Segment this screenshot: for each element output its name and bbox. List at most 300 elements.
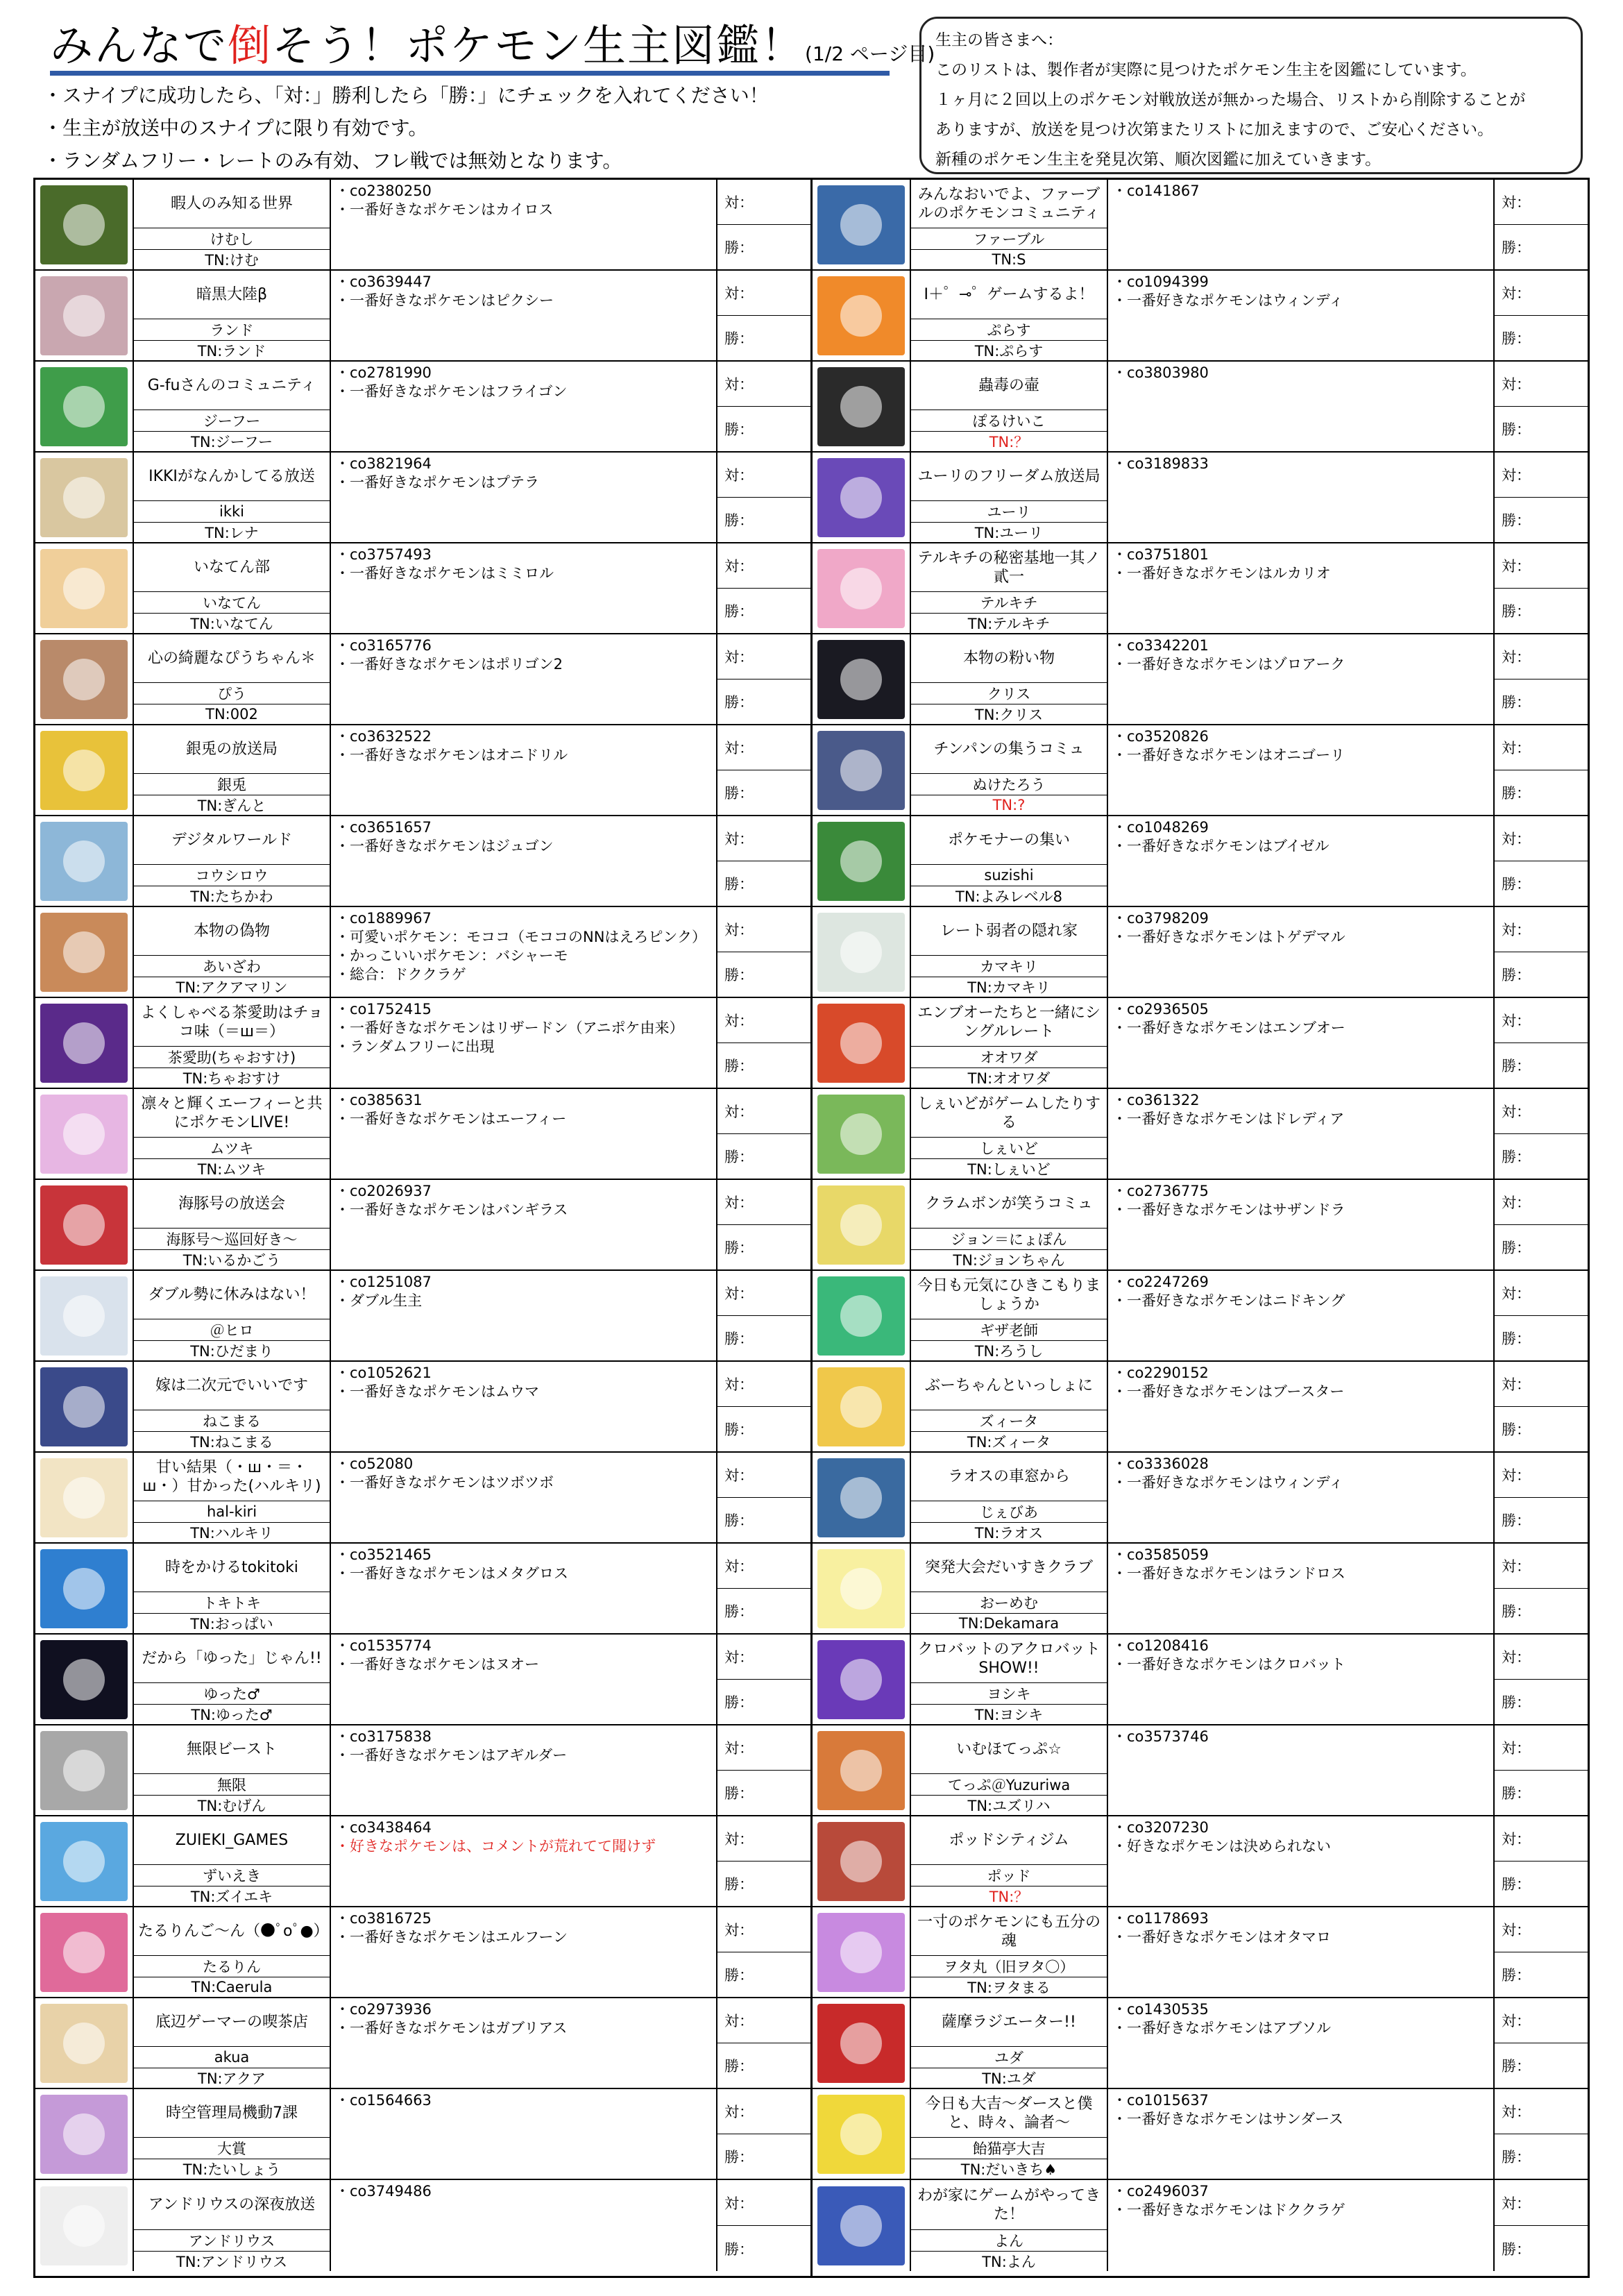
win-checkbox[interactable]: 勝：: [717, 770, 810, 815]
vs-checkbox[interactable]: 対：: [724, 376, 754, 393]
vs-checkbox[interactable]: 対：: [1502, 467, 1531, 484]
page-number-label: (1/2 ページ目): [805, 42, 935, 65]
info-line: ・一番好きなポケモンはウィンディ: [1112, 1474, 1344, 1491]
info-line: ・co2380250: [335, 183, 432, 199]
trainer-name: TN:けむ: [205, 252, 259, 269]
info-cell: [1108, 1998, 1495, 2088]
vs-checkbox[interactable]: 対：: [1502, 1013, 1531, 1029]
info-line: ・一番好きなポケモンはルカリオ: [1112, 565, 1331, 582]
table-row: [35, 1362, 810, 1453]
vs-checkbox[interactable]: 対：: [1502, 649, 1531, 666]
vs-checkbox[interactable]: 対：: [1502, 2013, 1531, 2029]
vs-checkbox[interactable]: 対：: [1502, 1740, 1531, 1757]
info-line: ・co3207230: [1112, 1819, 1209, 1836]
win-checkbox[interactable]: 勝：: [1495, 2134, 1588, 2179]
vs-checkbox[interactable]: 対：: [1502, 1285, 1531, 1302]
avatar-cell: [35, 634, 134, 724]
info-cell: [331, 1907, 717, 1997]
win-checkbox[interactable]: 勝：: [1495, 952, 1588, 997]
table-column-right: [810, 180, 1588, 2276]
table-row: [35, 1453, 810, 1544]
info-line: ・一番好きなポケモンはフライゴン: [335, 383, 568, 400]
check-cell: [1495, 2089, 1588, 2179]
check-cell: [1495, 2180, 1588, 2271]
avatar-cell: [35, 2089, 134, 2179]
info-cell: [331, 1089, 717, 1179]
name-cell: [134, 1635, 331, 1724]
vs-checkbox[interactable]: 対：: [724, 558, 754, 575]
trainer-name: TN:ヨシキ: [974, 1707, 1044, 1723]
avatar-cell: [35, 1725, 134, 1815]
community-name: ラオスの車窓から: [911, 1453, 1107, 1501]
vs-checkbox[interactable]: 対：: [724, 2195, 754, 2212]
check-cell: [717, 1362, 810, 1451]
vs-checkbox[interactable]: 対：: [1502, 376, 1531, 393]
vs-checkbox[interactable]: 対：: [724, 1104, 754, 1120]
vs-checkbox[interactable]: 対：: [724, 1467, 754, 1484]
table-row: [813, 634, 1588, 725]
win-checkbox[interactable]: 勝：: [717, 2134, 810, 2179]
trainer-name: TN:S: [992, 251, 1026, 268]
win-checkbox[interactable]: 勝：: [1495, 2225, 1588, 2271]
table-row: [813, 1998, 1588, 2089]
win-checkbox[interactable]: 勝：: [1495, 1315, 1588, 1360]
avatar-icon: [40, 1731, 128, 1810]
info-line: ・co3816725: [335, 1910, 432, 1927]
win-checkbox[interactable]: 勝：: [1495, 770, 1588, 815]
trainer-name: TN:ジョンちゃん: [953, 1252, 1065, 1269]
table-row: [813, 1180, 1588, 1271]
check-cell: [1495, 1816, 1588, 1906]
info-cell: [1108, 816, 1495, 906]
info-line: ・一番好きなポケモンはサザンドラ: [1112, 1201, 1345, 1218]
table-row: [35, 1271, 810, 1362]
avatar-cell: [813, 1725, 911, 1815]
table-row: [813, 1725, 1588, 1816]
check-cell: [1495, 271, 1588, 360]
info-line: ・co2247269: [1112, 1274, 1209, 1290]
win-checkbox[interactable]: 勝：: [717, 1952, 810, 1997]
vs-checkbox[interactable]: 対：: [724, 1013, 754, 1029]
avatar-cell: [813, 1998, 911, 2088]
win-checkbox[interactable]: 勝：: [717, 861, 810, 906]
vs-checkbox[interactable]: 対：: [724, 1740, 754, 1757]
info-cell: [331, 1725, 717, 1815]
title-underline: [50, 71, 890, 76]
name-cell: [134, 453, 331, 542]
vs-checkbox[interactable]: 対：: [724, 285, 754, 302]
win-checkbox[interactable]: 勝：: [717, 679, 810, 724]
avatar-cell: [35, 1816, 134, 1906]
table-row: [813, 1544, 1588, 1635]
win-checkbox[interactable]: 勝：: [717, 315, 810, 360]
host-name: 銀兎: [134, 774, 330, 795]
name-cell: [911, 907, 1108, 997]
info-line: ・co2973936: [335, 2001, 432, 2018]
name-cell: [911, 543, 1108, 633]
info-line: ・co3573746: [1112, 1728, 1209, 1745]
vs-checkbox[interactable]: 対：: [724, 467, 754, 484]
win-checkbox[interactable]: 勝：: [1495, 1497, 1588, 1542]
host-name: akua: [134, 2047, 330, 2068]
vs-checkbox[interactable]: 対：: [1502, 1195, 1531, 1211]
check-cell: [1495, 1362, 1588, 1451]
win-checkbox[interactable]: 勝：: [717, 1133, 810, 1179]
info-cell: [331, 1635, 717, 1724]
check-cell: [717, 1907, 810, 1997]
win-checkbox[interactable]: 勝：: [1495, 224, 1588, 269]
avatar-icon: [817, 640, 905, 719]
name-cell: [911, 1180, 1108, 1269]
vs-checkbox[interactable]: 対：: [1502, 1649, 1531, 1666]
info-cell: [1108, 362, 1495, 451]
name-cell: [911, 725, 1108, 815]
info-line: ・co3803980: [1112, 364, 1209, 381]
community-name: 本物の偽物: [134, 907, 330, 956]
vs-checkbox[interactable]: 対：: [724, 2013, 754, 2029]
trainer-name: TN:たいしょう: [182, 2161, 281, 2178]
check-cell: [717, 725, 810, 815]
name-cell: [134, 1453, 331, 1542]
win-checkbox[interactable]: 勝：: [1495, 1133, 1588, 1179]
info-line: ・一番好きなポケモンはドククラゲ: [1112, 2202, 1345, 2218]
win-checkbox[interactable]: 勝：: [717, 1861, 810, 1906]
win-checkbox[interactable]: 勝：: [1495, 679, 1588, 724]
avatar-cell: [35, 907, 134, 997]
win-checkbox[interactable]: 勝：: [717, 1406, 810, 1451]
trainer-name: TN:だいきち♠: [960, 2161, 1057, 2178]
host-name: ぽるけいこ: [911, 410, 1107, 432]
vs-checkbox[interactable]: 対：: [724, 1922, 754, 1939]
info-line: ・一番好きなポケモンはポリゴン2: [335, 656, 563, 673]
avatar-cell: [813, 1362, 911, 1451]
trainer-name: TN:Dekamara: [958, 1615, 1060, 1632]
win-checkbox[interactable]: 勝：: [717, 1588, 810, 1633]
info-cell: [1108, 1362, 1495, 1451]
info-line: ・co2736775: [1112, 1183, 1209, 1199]
avatar-icon: [817, 1822, 905, 1901]
notice-line: 生主の皆さまへ：: [935, 31, 1063, 49]
win-checkbox[interactable]: 勝：: [717, 406, 810, 451]
win-checkbox[interactable]: 勝：: [1495, 497, 1588, 542]
win-checkbox[interactable]: 勝：: [1495, 2043, 1588, 2088]
host-name: suzishi: [911, 865, 1107, 886]
check-cell: [717, 1180, 810, 1269]
rule-item: ・生主が放送中のスナイプに限り有効です。: [43, 117, 428, 140]
avatar-icon: [817, 367, 905, 446]
host-name: クリス: [911, 683, 1107, 704]
vs-checkbox[interactable]: 対：: [1502, 558, 1531, 575]
win-checkbox[interactable]: 勝：: [1495, 1861, 1588, 1906]
avatar-cell: [35, 2180, 134, 2271]
community-name: わが家にゲームがやってきた！: [911, 2180, 1107, 2230]
win-checkbox[interactable]: 勝：: [1495, 588, 1588, 633]
avatar-cell: [813, 1271, 911, 1360]
vs-checkbox[interactable]: 対：: [724, 1285, 754, 1302]
check-cell: [717, 1635, 810, 1724]
check-cell: [1495, 725, 1588, 815]
check-cell: [717, 271, 810, 360]
table-row: [813, 1362, 1588, 1453]
host-name: ムツキ: [134, 1138, 330, 1159]
notice-line: １ヶ月に２回以上のポケモン対戦放送が無かった場合、リストから削除することが: [935, 91, 1526, 109]
community-name: 今日も元気にひきこもりましょうか: [911, 1271, 1107, 1319]
avatar-icon: [817, 185, 905, 264]
host-name: ポッド: [911, 1865, 1107, 1886]
check-cell: [1495, 1635, 1588, 1724]
trainer-name: TN:しぇいど: [967, 1161, 1051, 1178]
avatar-icon: [40, 2095, 128, 2174]
trainer-name: TN:テルキチ: [967, 616, 1051, 632]
avatar-icon: [40, 913, 128, 992]
table-row: [35, 1998, 810, 2089]
trainer-name: TN:いなてん: [190, 616, 273, 632]
info-line: ・co141867: [1112, 183, 1200, 199]
host-name: ぷらす: [911, 319, 1107, 341]
trainer-name: TN:アンドリウス: [176, 2254, 288, 2270]
vs-checkbox[interactable]: 対：: [1502, 1376, 1531, 1393]
info-cell: [1108, 2180, 1495, 2271]
info-cell: [331, 634, 717, 724]
community-name: 凛々と輝くエーフィーと共にポケモンLIVE!: [134, 1089, 330, 1138]
info-line: ・一番好きなポケモンはヌオー: [335, 1656, 539, 1673]
vs-checkbox[interactable]: 対：: [1502, 1922, 1531, 1939]
streamer-table: [33, 178, 1590, 2278]
vs-checkbox[interactable]: 対：: [724, 1376, 754, 1393]
vs-checkbox[interactable]: 対：: [1502, 922, 1531, 938]
vs-checkbox[interactable]: 対：: [724, 922, 754, 938]
info-cell: [1108, 543, 1495, 633]
vs-checkbox[interactable]: 対：: [1502, 1558, 1531, 1575]
trainer-name: TN:ちゃおすけ: [182, 1070, 281, 1087]
win-checkbox[interactable]: 勝：: [1495, 1224, 1588, 1269]
win-checkbox[interactable]: 勝：: [717, 1043, 810, 1088]
win-checkbox[interactable]: 勝：: [1495, 1679, 1588, 1724]
trainer-name: TN:ムツキ: [197, 1161, 266, 1178]
trainer-name: TN:おっぱい: [190, 1616, 273, 1632]
vs-checkbox[interactable]: 対：: [724, 831, 754, 847]
check-cell: [717, 180, 810, 269]
info-line: ・一番好きなポケモンはオニドリル: [335, 747, 568, 763]
vs-checkbox[interactable]: 対：: [724, 1831, 754, 1848]
info-cell: [331, 180, 717, 269]
info-line: ・一番好きなポケモンはプテラ: [335, 474, 539, 491]
check-cell: [717, 2180, 810, 2271]
avatar-icon: [40, 1185, 128, 1265]
win-checkbox[interactable]: 勝：: [717, 952, 810, 997]
name-cell: [911, 1089, 1108, 1179]
name-cell: [134, 2180, 331, 2271]
table-row: [35, 1907, 810, 1998]
vs-checkbox[interactable]: 対：: [724, 649, 754, 666]
avatar-cell: [813, 907, 911, 997]
info-line: ・好きなポケモンは、コメントが荒れてて聞けず: [335, 1838, 656, 1855]
community-name: I＋゜⊸゜ゲームするよ！: [911, 271, 1107, 319]
avatar-cell: [813, 1635, 911, 1724]
win-checkbox[interactable]: 勝：: [717, 2225, 810, 2271]
host-name: たるりん: [134, 1956, 330, 1977]
avatar-cell: [35, 271, 134, 360]
name-cell: [911, 816, 1108, 906]
vs-checkbox[interactable]: 対：: [1502, 1831, 1531, 1848]
info-line: ・一番好きなポケモンはムウマ: [335, 1383, 539, 1400]
avatar-icon: [40, 2004, 128, 2083]
vs-checkbox[interactable]: 対：: [1502, 194, 1531, 211]
table-row: [35, 180, 810, 271]
info-cell: [331, 1816, 717, 1906]
name-cell: [134, 2089, 331, 2179]
name-cell: [134, 634, 331, 724]
vs-checkbox[interactable]: 対：: [724, 740, 754, 757]
community-name: 時をかけるtokitoki: [134, 1544, 330, 1592]
community-name: 本物の粉い物: [911, 634, 1107, 683]
avatar-icon: [817, 276, 905, 355]
avatar-cell: [813, 362, 911, 451]
vs-checkbox[interactable]: 対：: [724, 1558, 754, 1575]
info-line: ・co1430535: [1112, 2001, 1209, 2018]
name-cell: [134, 180, 331, 269]
avatar-icon: [817, 2004, 905, 2083]
info-line: ・co3165776: [335, 637, 432, 654]
info-cell: [1108, 271, 1495, 360]
table-row: [813, 725, 1588, 816]
check-cell: [717, 1816, 810, 1906]
community-name: いむほてっぷ☆: [911, 1725, 1107, 1774]
info-cell: [1108, 2089, 1495, 2179]
host-name: ikki: [134, 501, 330, 523]
win-checkbox[interactable]: 勝：: [717, 2043, 810, 2088]
avatar-cell: [35, 816, 134, 906]
vs-checkbox[interactable]: 対：: [1502, 740, 1531, 757]
name-cell: [911, 2180, 1108, 2271]
avatar-cell: [35, 998, 134, 1088]
win-checkbox[interactable]: 勝：: [1495, 1043, 1588, 1088]
info-line: ・一番好きなポケモンはガブリアス: [335, 2020, 568, 2036]
avatar-icon: [40, 367, 128, 446]
community-name: ダブル勢に休みはない！: [134, 1271, 330, 1319]
title-text-red: 倒: [228, 20, 273, 71]
avatar-icon: [817, 1549, 905, 1628]
info-line: ・一番好きなポケモンはオタマロ: [1112, 1929, 1331, 1945]
avatar-icon: [817, 913, 905, 992]
info-line: ・co3751801: [1112, 546, 1209, 563]
table-row: [813, 1271, 1588, 1362]
vs-checkbox[interactable]: 対：: [1502, 1467, 1531, 1484]
vs-checkbox[interactable]: 対：: [724, 2104, 754, 2120]
avatar-icon: [817, 1185, 905, 1265]
win-checkbox[interactable]: 勝：: [1495, 1952, 1588, 1997]
info-cell: [331, 1180, 717, 1269]
info-cell: [331, 998, 717, 1088]
info-line: ・一番好きなポケモンはエルフーン: [335, 1929, 568, 1945]
win-checkbox[interactable]: 勝：: [717, 1770, 810, 1815]
win-checkbox[interactable]: 勝：: [1495, 1406, 1588, 1451]
win-checkbox[interactable]: 勝：: [1495, 315, 1588, 360]
avatar-icon: [40, 185, 128, 264]
check-cell: [717, 998, 810, 1088]
win-checkbox[interactable]: 勝：: [717, 1497, 810, 1542]
win-checkbox[interactable]: 勝：: [717, 224, 810, 269]
check-cell: [1495, 634, 1588, 724]
table-row: [35, 1180, 810, 1271]
vs-checkbox[interactable]: 対：: [724, 1195, 754, 1211]
vs-checkbox[interactable]: 対：: [1502, 831, 1531, 847]
win-checkbox[interactable]: 勝：: [717, 588, 810, 633]
community-name: 一寸のポケモンにも五分の魂: [911, 1907, 1107, 1956]
notice-line: 新種のポケモン生主を発見次第、順次図鑑に加えていきます。: [935, 151, 1382, 169]
vs-checkbox[interactable]: 対：: [1502, 2195, 1531, 2212]
community-name: エンブオーたちと一緒にシングルレート: [911, 998, 1107, 1047]
trainer-name: TN:？: [989, 434, 1029, 450]
info-line: ・co1178693: [1112, 1910, 1209, 1927]
host-name: ぴう: [134, 683, 330, 704]
name-cell: [134, 1544, 331, 1633]
avatar-icon: [40, 640, 128, 719]
info-line: ・一番好きなポケモンはエーフィー: [335, 1111, 567, 1127]
host-name: ＠ヒロ: [134, 1319, 330, 1341]
trainer-name: TN:ぷらす: [974, 343, 1044, 360]
avatar-icon: [40, 1367, 128, 1446]
community-name: チンパンの集うコミュ: [911, 725, 1107, 774]
win-checkbox[interactable]: 勝：: [1495, 1588, 1588, 1633]
win-checkbox[interactable]: 勝：: [717, 1224, 810, 1269]
name-cell: [134, 543, 331, 633]
win-checkbox[interactable]: 勝：: [717, 1679, 810, 1724]
host-name: ジョン＝にょぽん: [911, 1229, 1107, 1250]
vs-checkbox[interactable]: 対：: [1502, 1104, 1531, 1120]
win-checkbox[interactable]: 勝：: [1495, 406, 1588, 451]
vs-checkbox[interactable]: 対：: [724, 194, 754, 211]
trainer-name: TN:ハルキリ: [190, 1525, 273, 1542]
info-line: ・一番好きなポケモンはトゲデマル: [1112, 929, 1345, 945]
host-name: 大賞: [134, 2138, 330, 2159]
info-line: ・一番好きなポケモンはブイゼル: [1112, 838, 1329, 854]
avatar-cell: [813, 1544, 911, 1633]
avatar-icon: [40, 2186, 128, 2265]
win-checkbox[interactable]: 勝：: [717, 497, 810, 542]
trainer-name: TN:ズィータ: [967, 1434, 1051, 1451]
community-name: 時空管理局機動7課: [134, 2089, 330, 2138]
rule-item: ・ランダムフリー・レートのみ有効、フレ戦では無効となります。: [43, 149, 622, 172]
info-line: ・co2781990: [335, 364, 432, 381]
vs-checkbox[interactable]: 対：: [724, 1649, 754, 1666]
info-line: ・co3821964: [335, 455, 432, 472]
trainer-name: TN:ねこまる: [190, 1434, 273, 1451]
win-checkbox[interactable]: 勝：: [717, 1315, 810, 1360]
avatar-cell: [35, 1635, 134, 1724]
avatar-icon: [40, 731, 128, 810]
avatar-icon: [40, 458, 128, 537]
avatar-icon: [40, 1458, 128, 1537]
info-cell: [331, 1998, 717, 2088]
win-checkbox[interactable]: 勝：: [1495, 861, 1588, 906]
community-name: 暇人のみ知る世界: [134, 180, 330, 228]
vs-checkbox[interactable]: 対：: [1502, 2104, 1531, 2120]
info-cell: [1108, 1180, 1495, 1269]
avatar-cell: [813, 816, 911, 906]
avatar-cell: [35, 725, 134, 815]
avatar-icon: [817, 1640, 905, 1719]
win-checkbox[interactable]: 勝：: [1495, 1770, 1588, 1815]
vs-checkbox[interactable]: 対：: [1502, 285, 1531, 302]
info-line: ・co385631: [335, 1092, 423, 1108]
avatar-icon: [817, 549, 905, 628]
info-line: ・一番好きなポケモンはドレディア: [1112, 1111, 1345, 1127]
name-cell: [911, 1816, 1108, 1906]
host-name: ヨシキ: [911, 1683, 1107, 1705]
check-cell: [717, 907, 810, 997]
check-cell: [717, 543, 810, 633]
